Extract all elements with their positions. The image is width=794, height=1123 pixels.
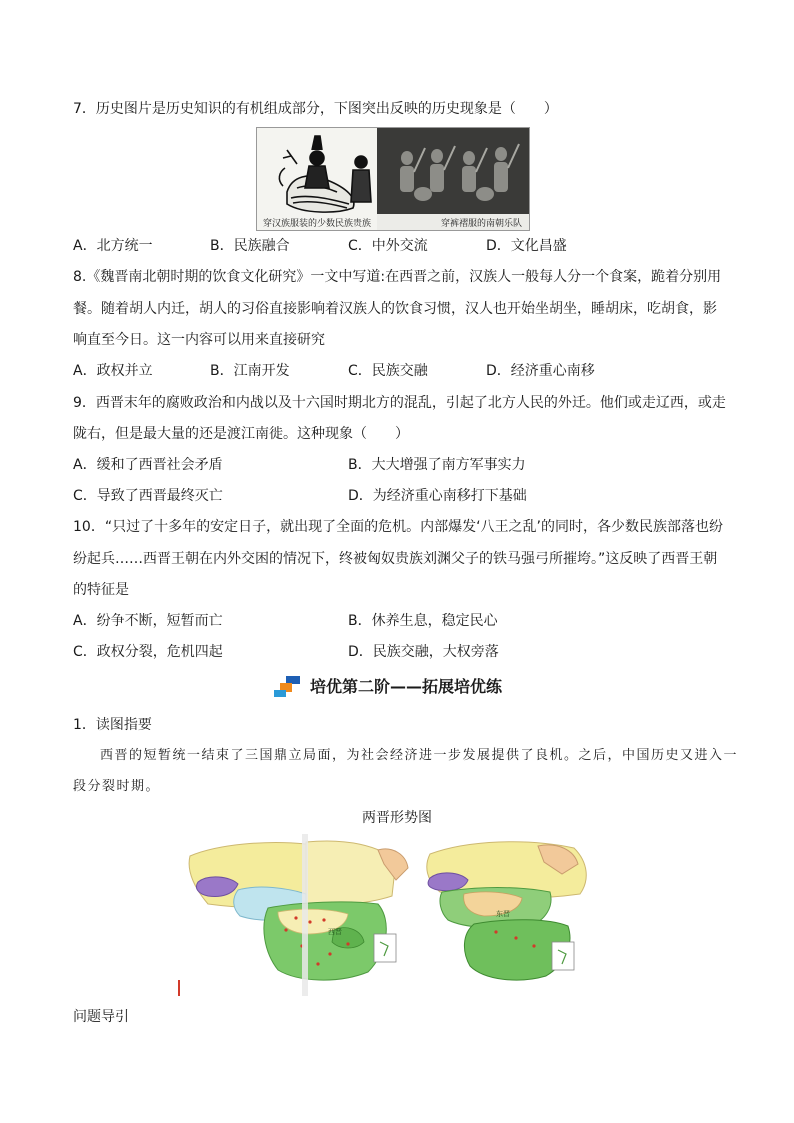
map-title: 两晋形势图: [362, 810, 432, 826]
q8-option-a: A．政权并立: [73, 363, 153, 379]
q8-option-c: C．民族交融: [348, 363, 428, 379]
q7-option-c: C．中外交流: [348, 238, 428, 254]
q7-figure: [256, 127, 530, 231]
q7-caption-right: 穿裤褶服的南朝乐队: [441, 219, 523, 229]
q7-caption-left: 穿汉族服装的少数民族贵族: [263, 219, 372, 229]
p1-paragraph-line-1: 西晋的短暂统一结束了三国鼎立局面，为社会经济进一步发展提供了良机。之后，中国历史又进入一: [100, 748, 739, 763]
section-decor-icon: [272, 674, 304, 700]
map-western-jin: [189, 834, 408, 996]
q7-option-d: D．文化昌盛: [486, 238, 567, 254]
q10-option-d: D．民族交融，大权旁落: [348, 644, 499, 660]
q7-stem: 7．历史图片是历史知识的有机组成部分，下图突出反映的历史现象是（ ）: [73, 101, 558, 117]
map-figure: [178, 834, 608, 996]
q9-option-c: C．导致了西晋最终灭亡: [73, 488, 223, 504]
q8-option-d: D．经济重心南移: [486, 363, 595, 379]
q10-option-c: C．政权分裂，危机四起: [73, 644, 223, 660]
q8-line-3: 响直至今日。这一内容可以用来直接研究: [73, 332, 325, 348]
q9-option-a: A．缓和了西晋社会矛盾: [73, 457, 223, 473]
q10-option-b: B．休养生息，稳定民心: [348, 613, 498, 629]
q7-figure-illustration: [257, 128, 529, 230]
q10-option-a: A．纷争不断，短暂而亡: [73, 613, 223, 629]
q8-line-2: 餐。随着胡人内迁，胡人的习俗直接影响着汉族人的饮食习惯，汉人也开始坐胡坐，睡胡床，吃胡食，影: [73, 301, 717, 317]
q9-option-d: D．为经济重心南移打下基础: [348, 488, 527, 504]
q8-line-1: 8.《魏晋南北朝时期的饮食文化研究》一文中写道:在西晋之前，汉族人一般每人分一个食案，跪着分别用: [73, 269, 722, 285]
q7-option-a: A．北方统一: [73, 238, 153, 254]
q9-line-2: 陇右，但是最大量的还是渡江南徙。这种现象（ ）: [73, 426, 409, 442]
section-title: 培优第二阶——拓展培优练: [310, 677, 503, 696]
p1-footer-label: 问题导引: [73, 1009, 129, 1025]
q8-option-b: B．江南开发: [210, 363, 290, 379]
q10-line-2: 纷起兵……西晋王朝在内外交困的情况下，终被匈奴贵族刘渊父子的铁马强弓所摧垮。”这反映了西晋王朝: [73, 551, 718, 567]
q10-line-3: 的特征是: [73, 582, 129, 598]
q7-option-b: B．民族融合: [210, 238, 290, 254]
section-header: [272, 674, 552, 702]
p1-heading: 1．读图指要: [73, 717, 152, 733]
q10-line-1: 10．“只过了十多年的安定日子，就出现了全面的危机。内部爆发‘八王之乱’的同时，各少数民族部落也纷: [73, 519, 723, 535]
q9-option-b: B．大大增强了南方军事实力: [348, 457, 526, 473]
q9-line-1: 9．西晋末年的腐败政治和内战以及十六国时期北方的混乱，引起了北方人民的外迁。他们或走辽西，或走: [73, 395, 726, 411]
map-label-western-jin: 西晋: [328, 928, 342, 936]
p1-paragraph-line-2: 段分裂时期。: [73, 779, 161, 794]
map-illustration: [178, 834, 608, 996]
map-label-eastern-jin: 东晋: [496, 910, 510, 918]
